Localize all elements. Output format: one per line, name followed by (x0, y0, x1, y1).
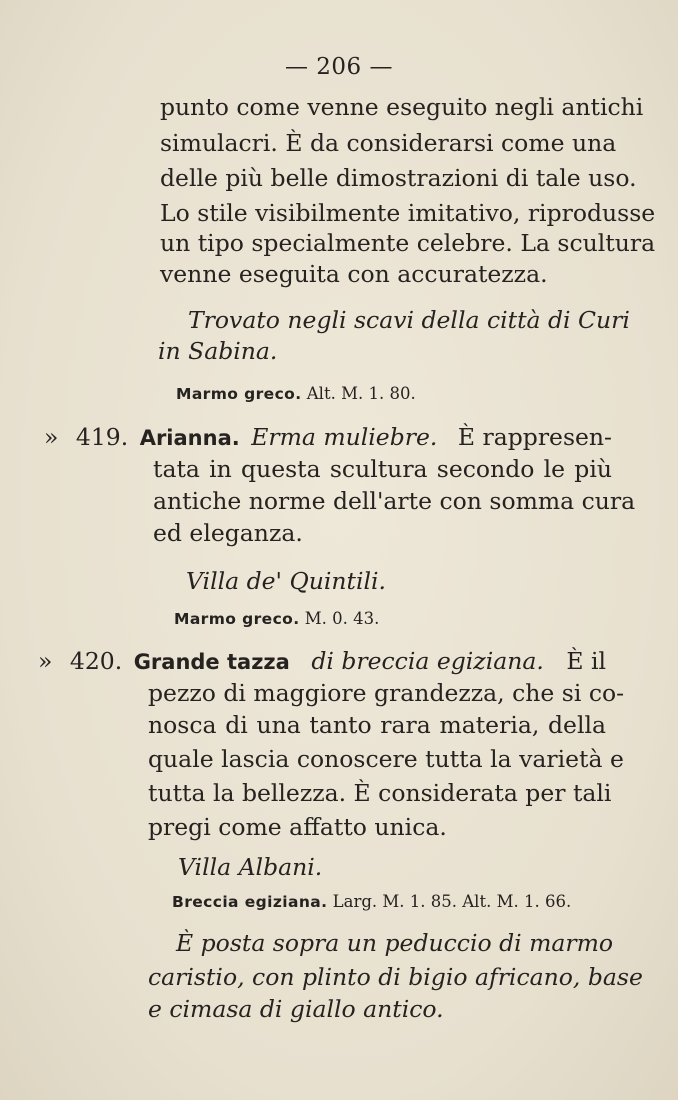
entry-first-line (38, 646, 606, 677)
entry-marker: » (38, 647, 53, 675)
material-label: Marmo greco. (176, 385, 302, 403)
provenance-line: in Sabina. (158, 337, 278, 365)
entry-title: Arianna. (139, 426, 240, 450)
text-line: tata in questa scultura secondo le più (153, 455, 612, 483)
text-line: antiche norme dell'arte con somma cura (153, 487, 636, 515)
dimensions: Alt. M. 1. 80. (306, 384, 416, 403)
entry-material-line (172, 890, 602, 914)
material-label: Marmo greco. (174, 610, 300, 628)
intro-material-line (176, 382, 416, 406)
entry-subtitle: Erma muliebre. (251, 423, 438, 451)
entry-number: 419. (75, 423, 129, 451)
entry-subtitle: di breccia egiziana. (311, 647, 544, 675)
entry-provenance: Villa de' Quintili. (186, 567, 386, 595)
text-line: tutta la bellezza. È considerata per tali (148, 779, 612, 807)
entry-text-start: È rappresen- (457, 423, 612, 451)
entry-number: 420. (69, 647, 123, 675)
text-line: nosca di una tanto rara materia, della (148, 711, 606, 739)
text-line: pregi come affatto unica. (148, 813, 447, 841)
entry-first-line (44, 422, 612, 453)
text-line: Lo stile visibilmente imitativo, riprodusse (160, 199, 656, 227)
page-number: — 206 — (284, 54, 394, 80)
material-label: Breccia egiziana. (172, 893, 328, 911)
text-line: quale lascia conoscere tutta la varietà e (148, 745, 624, 773)
text-line: simulacri. È da considerarsi come una (160, 129, 617, 157)
note-line: e cimasa di giallo antico. (148, 995, 444, 1023)
note-line: caristio, con plinto di bigio africano, base (148, 963, 643, 991)
text-line: punto come venne eseguito negli antichi (160, 93, 644, 121)
text-line: venne eseguita con accuratezza. (160, 260, 548, 288)
dimensions: Larg. M. 1. 85. Alt. M. 1. 66. (332, 892, 572, 911)
entry-provenance: Villa Albani. (178, 853, 323, 881)
provenance-line: Trovato negli scavi della città di Curi (188, 306, 630, 334)
entry-marker: » (44, 423, 59, 451)
entry-text-start: È il (566, 647, 606, 675)
note-line: È posta sopra un peduccio di marmo (176, 929, 614, 957)
entry-title: Grande tazza (133, 650, 290, 674)
text-line: pezzo di maggiore grandezza, che si co- (148, 679, 625, 707)
text-line: un tipo specialmente celebre. La scultura (160, 229, 656, 257)
dimensions: M. 0. 43. (304, 609, 380, 628)
text-line: delle più belle dimostrazioni di tale uso. (160, 164, 637, 192)
text-line: ed eleganza. (153, 519, 303, 547)
entry-material-line (174, 607, 379, 631)
